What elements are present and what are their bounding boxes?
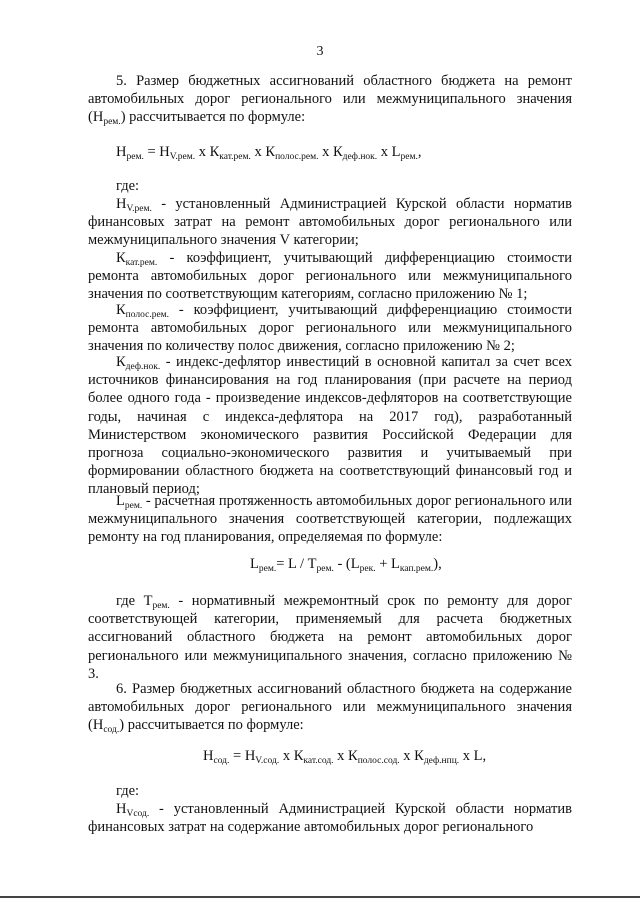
where-label-1: где:: [116, 178, 140, 194]
definition-t-rem: где $Т_{рем.}$ - нормативный межремонтный срок по ремонту для дорог соответствующей категории, применяемый для расчета бюджетных ассигнований областного бюджета на ремонт автомобильных дорог регионального или межмуниципального значения, согласно приложению № 3.: [88, 593, 572, 682]
definition-k-def: $К_{деф.нок.}$ - индекс-дефлятор инвестиций в основной капитал за счет всех источников финансирования на год планирования (при расчете на период более одного года - произведение индексов-дефляторов на соответствующие годы, начиная с индекса-дефлятора на 2017 год), разработанный Министерством экономического развития Российской Федерации для прогноза социально-экономического развития и учитываемый при формировании областного бюджета на соответствующий финансовый год и плановый период;: [88, 354, 572, 498]
formula-maintenance-cost: $Н_{сод.} = Н_{V.сод.}$ х $К_{кат.сод.}$ х $К_{полос.сод.}$ х $К_{деф.нпц.}$ х L,: [203, 748, 487, 766]
scan-bottom-edge: [0, 896, 640, 898]
definition-k-kat: $К_{кат.рем.}$ - коэффициент, учитывающий дифференциацию стоимости ремонта автомобильных дорог регионального или межмуниципального значения по соответствующим категориям, согласно приложению № 1;: [88, 250, 572, 303]
formula-repair-cost: $Н_{рем.} = Н_{V.рем.}$ х $К_{кат.рем.}$ х $К_{полос.рем.}$ х $К_{деф.нок.}$ х $L_{рем.}$,: [116, 144, 422, 162]
paragraph-6: 6. Размер бюджетных ассигнований областного бюджета на содержание автомобильных дорог регионального или межмуниципального значения $(Н_{сод.})$ рассчитывается по формуле:: [88, 681, 572, 736]
definition-l-rem: $L_{рем.}$ - расчетная протяженность автомобильных дорог регионального или межмуниципального значения соответствующей категории, подлежащих ремонту на год планирования, определяемая по формуле:: [88, 493, 572, 546]
formula-repair-length: $L_{рем.}= L / Т_{рем.} - (L_{рек.} + L_{кап.рем.})$,: [250, 556, 442, 574]
page-number: 3: [316, 44, 324, 59]
definition-hv-sod: $Н_{Vсод.}$ - установленный Администрацией Курской области норматив финансовых затрат на содержание автомобильных дорог регионального: [88, 801, 572, 836]
definition-hv-rem: $Н_{V.рем.}$ - установленный Администрацией Курской области норматив финансовых затрат на ремонт автомобильных дорог регионального или межмуниципального значения V категории;: [88, 196, 572, 249]
paragraph-5: 5. Размер бюджетных ассигнований областного бюджета на ремонт автомобильных дорог регионального или межмуниципального значения $(Н_{рем.})$ рассчитывается по формуле:: [88, 73, 572, 128]
definition-k-polos: $К_{полос.рем.}$ - коэффициент, учитывающий дифференциацию стоимости ремонта автомобильных дорог регионального или межмуниципального значения по количеству полос движения, согласно приложению № 2;: [88, 302, 572, 355]
where-label-2: где:: [116, 783, 140, 799]
